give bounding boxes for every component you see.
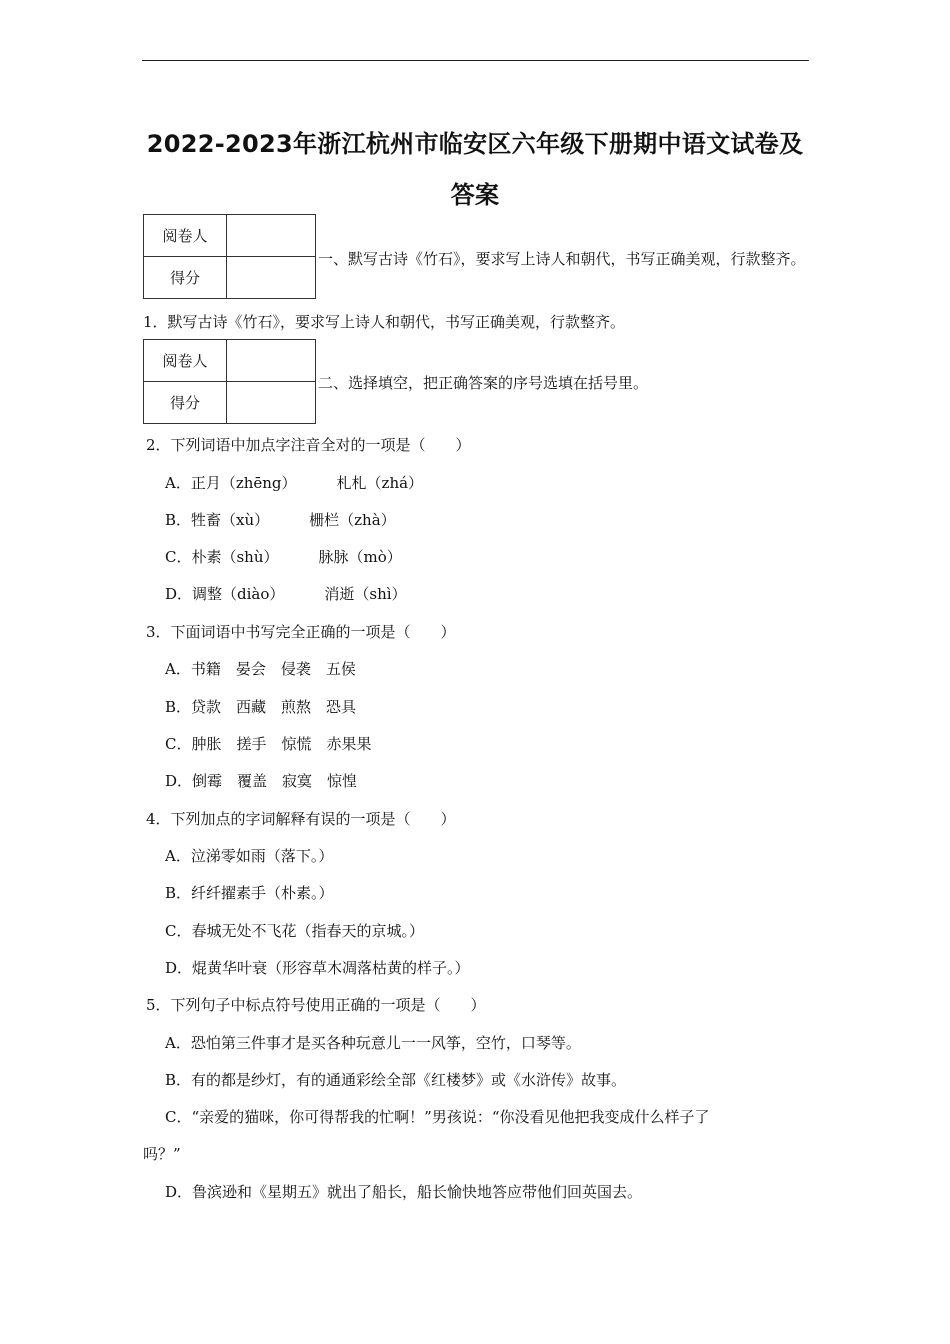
question-2-option-c	[165, 546, 402, 567]
page-title: 2022-2023年浙江杭州市临安区六年级下册期中语文试卷及	[146, 130, 804, 158]
question-4-option-b: B．纤纤擢素手（朴素。）	[165, 884, 334, 902]
header-rule	[142, 60, 809, 61]
question-2-stem: 2．下列词语中加点字注音全对的一项是（ ）	[146, 436, 471, 454]
reviewer-label: 阅卷人	[144, 215, 227, 257]
question-5-option-d: D．鲁滨逊和《星期五》就出了船长，船长愉快地答应带他们回英国去。	[165, 1183, 643, 1201]
reviewer-field[interactable]	[227, 215, 316, 257]
option-word-2: 札札（zhá）	[336, 474, 424, 492]
score-field[interactable]	[227, 257, 316, 299]
question-5-option-c-continued: 吗？”	[143, 1145, 181, 1163]
question-4-option-d: D．焜黄华叶衰（形容草木凋落枯黄的样子。）	[165, 959, 470, 977]
option-word-1: C．朴素（shù）	[165, 548, 279, 566]
reviewer-label: 阅卷人	[144, 340, 227, 382]
reviewer-field[interactable]	[227, 340, 316, 382]
question-3-stem: 3．下面词语中书写完全正确的一项是（ ）	[146, 623, 456, 641]
question-4-option-c: C．春城无处不飞花（指春天的京城。）	[165, 922, 424, 940]
question-5-option-b: B．有的都是纱灯，有的通通彩绘全部《红楼梦》或《水浒传》故事。	[165, 1071, 627, 1089]
page-title-continued: 答案	[450, 181, 500, 209]
question-2-option-d	[165, 583, 407, 604]
question-5-option-a: A．恐怕第三件事才是买各种玩意儿一一风筝，空竹，口琴等。	[165, 1034, 581, 1052]
score-box-1	[143, 214, 316, 299]
option-word-2: 消逝（shì）	[324, 585, 407, 603]
score-field[interactable]	[227, 382, 316, 424]
question-3-option-b: B．贷款 西藏 煎熬 恐具	[165, 698, 357, 716]
question-5-stem: 5．下列句子中标点符号使用正确的一项是（ ）	[146, 996, 486, 1014]
question-5-option-c: C．“亲爱的猫咪，你可得帮我的忙啊！”男孩说：“你没看见他把我变成什么样子了	[165, 1108, 710, 1126]
score-label: 得分	[144, 257, 227, 299]
question-1: 1．默写古诗《竹石》，要求写上诗人和朝代，书写正确美观，行款整齐。	[143, 313, 626, 331]
score-label: 得分	[144, 382, 227, 424]
option-word-1: A．正月（zhēng）	[165, 474, 297, 492]
question-4-stem: 4．下列加点的字词解释有误的一项是（ ）	[146, 810, 456, 828]
score-box-2	[143, 339, 316, 424]
question-2-option-a	[165, 472, 423, 493]
option-word-2: 栅栏（zhà）	[309, 511, 396, 529]
option-word-1: D．调整（diào）	[165, 585, 285, 603]
section-1-heading: 一、默写古诗《竹石》，要求写上诗人和朝代，书写正确美观，行款整齐。	[318, 250, 806, 268]
option-word-1: B．牲畜（xù）	[165, 511, 270, 529]
question-2-option-b	[165, 509, 396, 530]
question-3-option-d: D．倒霉 覆盖 寂寞 惊惶	[165, 772, 358, 790]
question-3-option-c: C．肿胀 搓手 惊慌 赤果果	[165, 735, 372, 753]
question-3-option-a: A．书籍 晏会 侵袭 五侯	[165, 660, 356, 678]
option-word-2: 脉脉（mò）	[318, 548, 402, 566]
question-4-option-a: A．泣涕零如雨（落下。）	[165, 847, 334, 865]
section-2-heading: 二、选择填空，把正确答案的序号选填在括号里。	[318, 374, 649, 392]
